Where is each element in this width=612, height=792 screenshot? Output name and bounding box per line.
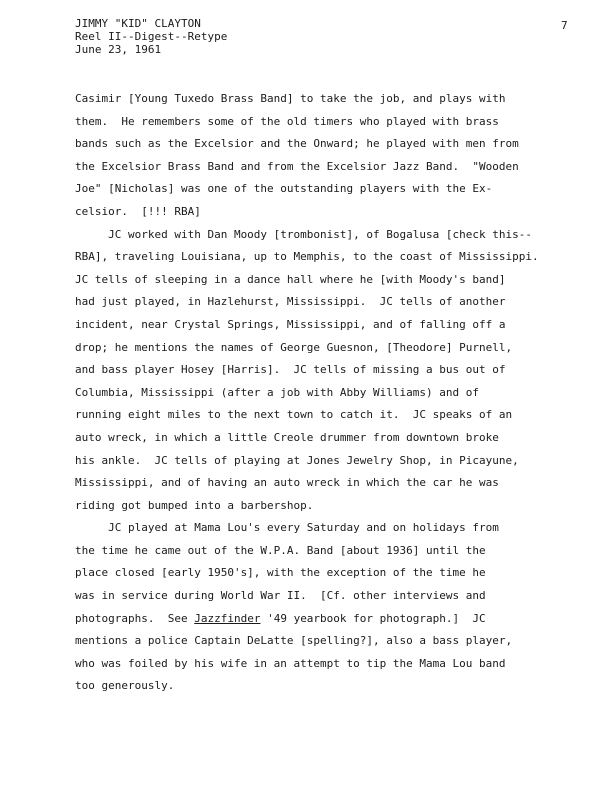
text-line: celsior. [!!! RBA] <box>75 204 201 218</box>
text-line: Columbia, Mississippi (after a job with Abby Williams) and of <box>75 385 479 399</box>
header-reel: Reel II--Digest--Retype <box>75 30 228 43</box>
page-number: 7 <box>561 19 568 32</box>
text-line: them. He remembers some of the old timers who played with brass <box>75 114 499 128</box>
text-line-with-title <box>75 608 555 631</box>
text-line: Casimir [Young Tuxedo Brass Band] to take the job, and plays with <box>75 92 506 105</box>
text-line: JC played at Mama Lou's every Saturday and on holidays from <box>75 521 499 535</box>
text-line: who was foiled by his wife in an attempt to tip the Mama Lou band <box>75 656 506 670</box>
text-line: incident, near Crystal Springs, Mississippi, and of falling off a <box>75 317 506 331</box>
text-line: too generously. <box>75 679 175 693</box>
text-line: his ankle. JC tells of playing at Jones Jewelry Shop, in Picayune, <box>75 453 519 467</box>
text-line: drop; he mentions the names of George Guesnon, [Theodore] Purnell, <box>75 340 513 354</box>
text-line: and bass player Hosey [Harris]. JC tells of missing a bus out of <box>75 363 506 377</box>
text-line: place closed [early 1950's], with the exception of the time he <box>75 566 486 580</box>
text-line: Mississippi, and of having an auto wreck in which the car he was <box>75 476 499 490</box>
text-line: running eight miles to the next town to catch it. JC speaks of an <box>75 408 513 422</box>
text-line: JC worked with Dan Moody [trombonist], of Bogalusa [check this-- <box>75 227 532 241</box>
underlined-title: Jazzfinder <box>194 611 261 625</box>
text-line: mentions a police Captain DeLatte [spelling?], also a bass player, <box>75 634 513 648</box>
body-text <box>75 88 555 698</box>
text-line: RBA], traveling Louisiana, up to Memphis, to the coast of Mississippi. <box>75 250 539 264</box>
page-header <box>75 17 227 56</box>
text-line: was in service during World War II. [Cf. other interviews and <box>75 589 486 603</box>
text-fragment: photographs. See <box>75 611 195 625</box>
header-title: JIMMY "KID" CLAYTON <box>75 17 201 30</box>
text-line: the Excelsior Brass Band and from the Excelsior Jazz Band. "Wooden <box>75 159 519 173</box>
text-line: JC tells of sleeping in a dance hall where he [with Moody's band] <box>75 272 506 286</box>
text-line: riding got bumped into a barbershop. <box>75 498 314 512</box>
header-date: June 23, 1961 <box>75 43 162 56</box>
text-line: Joe" [Nicholas] was one of the outstanding players with the Ex- <box>75 182 493 196</box>
text-fragment: '49 yearbook for photograph.] JC <box>260 611 486 625</box>
text-line: auto wreck, in which a little Creole drummer from downtown broke <box>75 430 499 444</box>
text-line: the time he came out of the W.P.A. Band [about 1936] until the <box>75 543 486 557</box>
text-line: bands such as the Excelsior and the Onward; he played with men from <box>75 137 519 151</box>
text-line: had just played, in Hazlehurst, Mississippi. JC tells of another <box>75 295 506 309</box>
